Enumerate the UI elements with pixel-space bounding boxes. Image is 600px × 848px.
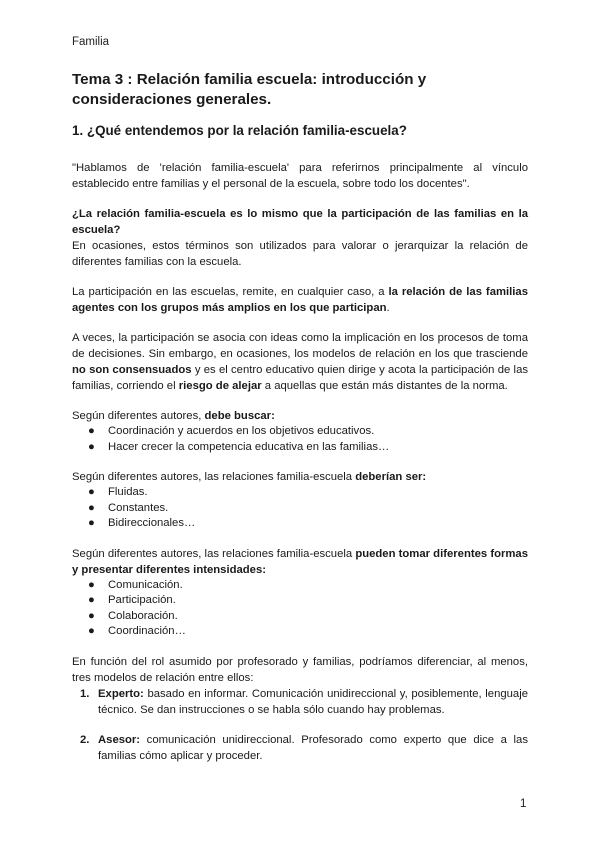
list-item: ● Coordinación y acuerdos en los objetivos educativos. [72,424,528,440]
models-list [72,686,528,764]
bullet-icon: ● [88,517,95,529]
model-item-experto: 1. Experto: basado en informar. Comunicación unidireccional y, posiblemente, lenguaje técnico. Se dan instrucciones o se habla sólo cuando hay problemas. [80,687,528,716]
list-item: ● Hacer crecer la competencia educativa en las familias… [72,440,528,456]
deberian-list [72,485,528,532]
list-item: ● Coordinación… [72,624,528,640]
deberian-intro: Según diferentes autores, las relaciones familia-escuela deberían ser: [72,471,427,483]
bullet-icon: ● [88,501,95,514]
bullet-icon: ● [88,609,95,622]
bullet-icon: ● [88,440,95,453]
section-heading: 1. ¿Qué entendemos por la relación familia-escuela? [72,123,407,138]
list-item: ● Participación. [72,593,528,609]
buscar-list [72,424,528,455]
buscar-intro: Según diferentes autores, debe buscar: [72,410,275,422]
formas-intro: Según diferentes autores, las relaciones familia-escuela pueden tomar diferentes formas y presentar diferentes intensidades: [72,547,528,576]
page-header: Familia [72,36,110,48]
roles-intro: En función del rol asumido por profesorado y familias, podríamos diferenciar, al menos, tres modelos de relación entre ellos: [72,655,528,684]
bullet-icon: ● [88,486,95,498]
topic-title: Tema 3 : Relación familia escuela: introducción y consideraciones generales. [72,71,427,108]
document-body [72,70,528,764]
list-item: ● Constantes. [72,501,528,517]
bullet-icon: ● [88,594,95,606]
list-item: ● Colaboración. [72,609,528,625]
bullet-icon: ● [88,578,95,591]
model-item-asesor: 2. Asesor: comunicación unidireccional. Profesorado como experto que dice a las familias cómo aplicar y proceder. [80,733,528,762]
definition-quote: "Hablamos de 'relación familia-escuela' para referirnos principalmente al vínculo establecido entre familias y el personal de la escuela, sobre todo los docentes". [72,162,528,190]
participation-paragraph: La participación en las escuelas, remite, en cualquier caso, a la relación de las familias agentes con los grupos más amplios en los que participan. [72,286,529,314]
list-item: ● Fluidas. [72,485,528,501]
question-heading: ¿La relación familia-escuela es lo mismo que la participación de las familias en la escuela? [72,208,528,236]
page-number: 1 [520,798,527,810]
question-answer: En ocasiones, estos términos son utilizados para valorar o jerarquizar la relación de diferentes familias con la escuela. [72,240,528,268]
list-item: ● Comunicación. [72,578,528,594]
list-item: ● Bidireccionales… [72,516,528,532]
bullet-icon: ● [88,625,95,637]
decision-paragraph: A veces, la participación se asocia con ideas como la implicación en los procesos de toma de decisiones. Sin embargo, en ocasiones, los modelos de relación en los que trasciende no son consensuados y es el centro educativo quien dirige y acota la participación de las familias, corriendo el riesgo de alejar a aquellas que están más distantes de la norma. [72,332,529,392]
formas-list [72,578,528,640]
bullet-icon: ● [88,425,95,437]
